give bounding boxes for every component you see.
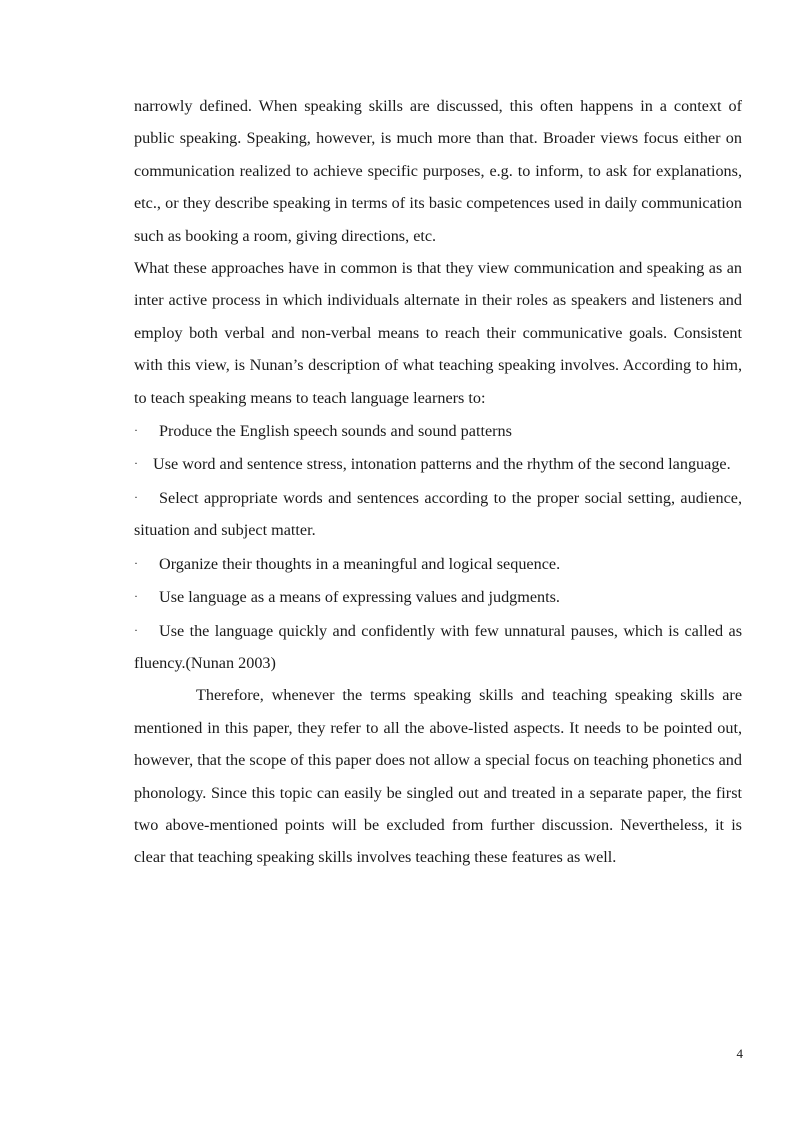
bullet-marker: · [134, 555, 138, 570]
list-item-text: Organize their thoughts in a meaningful and logical sequence. [159, 554, 561, 573]
bullet-marker: · [134, 489, 138, 504]
list-item-text: Use the language quickly and confidently with few unnatural pauses, which is called as fluency.(Nunan 2003) [134, 621, 742, 672]
bullet-marker: · [134, 423, 138, 438]
bullet-marker: · [134, 589, 138, 604]
list-item [134, 614, 742, 680]
document-body [134, 90, 742, 874]
list-item [134, 447, 742, 480]
paragraph-common-approaches: What these approaches have in common is that they view communication and speaking as an inter active process in which individuals alternate in their roles as speakers and listeners and employ both verbal and non-verbal means to reach their communicative goals. Consistent with this view, is Nunan’s description of what teaching speaking involves. According to him, to teach speaking means to teach language learners to: [134, 259, 742, 407]
bullet-marker: · [134, 622, 138, 637]
bullet-marker: · [134, 456, 138, 471]
list-item-text: Use word and sentence stress, intonation patterns and the rhythm of the second language. [153, 455, 731, 474]
list-item [134, 580, 742, 613]
list-item-text: Produce the English speech sounds and sound patterns [159, 422, 512, 441]
list-item [134, 481, 742, 547]
list-item [134, 547, 742, 580]
page-number: 4 [736, 1046, 743, 1061]
list-item-text: Select appropriate words and sentences according to the proper social setting, audience, situation and subject matter. [134, 488, 742, 540]
paragraph-speaking-definitions: narrowly defined. When speaking skills are discussed, this often happens in a context of public speaking. Speaking, however, is much more than that. Broader views focus either on communication realized to achieve specific purposes, e.g. to inform, to ask for explanations, etc., or they describe speaking in terms of its basic competences used in daily communication such as booking a room, giving directions, etc. [134, 97, 742, 245]
paragraph-scope: Therefore, whenever the terms speaking skills and teaching speaking skills are mentioned in this paper, they refer to all the above-listed aspects. It needs to be pointed out, however, that the scope of this paper does not allow a special focus on teaching phonetics and phonology. Since this topic can easily be singled out and treated in a separate paper, the first two above-mentioned points will be excluded from further discussion. Nevertheless, it is clear that teaching speaking skills involves teaching these features as well. [134, 686, 742, 867]
bullet-list [134, 414, 742, 679]
list-item [134, 414, 742, 447]
list-item-text: Use language as a means of expressing values and judgments. [159, 588, 560, 607]
